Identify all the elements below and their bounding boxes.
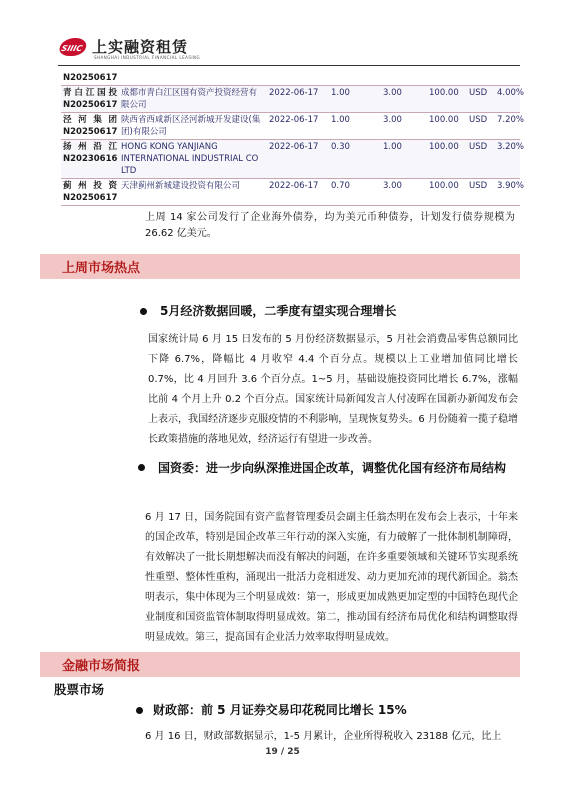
price-cell: 100.00 <box>429 115 459 125</box>
table-row <box>61 140 520 179</box>
bond-code-suffix: N20250617 <box>63 73 118 83</box>
price-cell <box>427 71 467 86</box>
section-bar-financial-brief <box>40 652 520 677</box>
section-title: 金融市场简报 <box>62 659 141 674</box>
term-cell: 3.00 <box>383 181 402 191</box>
term-cell: 3.00 <box>383 88 402 98</box>
header-divider <box>58 65 520 66</box>
bond-name: 泾 河 集 团 <box>63 115 117 125</box>
term-cell: 1.00 <box>383 142 402 152</box>
bond-code-cell <box>61 113 119 140</box>
currency-cell: USD <box>469 181 488 191</box>
amount-cell: 0.30 <box>331 142 350 152</box>
table-row <box>61 113 520 140</box>
company-logo-icon: SIIIC <box>58 38 89 56</box>
issuer-cell: 天津蓟州新城建设投资有限公司 <box>121 181 241 191</box>
table-row <box>61 86 520 113</box>
bond-code-cell <box>61 179 119 206</box>
bond-name: 蓟 州 投 资 <box>63 181 117 191</box>
section-title: 上周市场热点 <box>62 261 141 276</box>
issue-date-cell: 2022-06-17 <box>269 115 319 125</box>
issuer-cell: HONG KONG YANJIANG INTERNATIONAL INDUSTRIAL CO LTD <box>121 142 259 176</box>
subsection-title: 股票市场 <box>54 682 105 697</box>
currency-cell: USD <box>469 88 488 98</box>
price-cell: 100.00 <box>429 142 459 152</box>
bond-summary-text: 上周 14 家公司发行了企业海外债券，均为美元币种债券，计划发行债券规模为 26.62 亿美元。 <box>145 212 515 239</box>
issuer-cell: 陕西省西咸新区泾河新城开发建设(集团)有限公司 <box>121 115 261 137</box>
issue-date-cell <box>267 71 329 86</box>
bond-code-suffix: N20250617 <box>63 127 118 137</box>
bond-name: 青 白 江 国 投 <box>63 88 117 98</box>
currency-cell: USD <box>469 115 488 125</box>
issue-date-cell: 2022-06-17 <box>269 181 319 191</box>
bullet-icon <box>136 707 143 714</box>
amount-cell <box>329 71 381 86</box>
issuer-cell <box>119 71 267 86</box>
page-header <box>60 34 520 64</box>
bullet-icon <box>138 464 145 471</box>
bond-issuance-table <box>61 71 525 206</box>
company-name-cn: 上实融资租赁 <box>92 38 189 56</box>
amount-cell: 1.00 <box>331 88 350 98</box>
page-number: 19 / 25 <box>265 747 300 757</box>
news-heading: 国资委：进一步向纵深推进国企改革，调整优化国有经济布局结构 <box>158 461 507 475</box>
company-name-en: SHANGHAI INDUSTRIAL FINANCIAL LEASING <box>94 55 201 60</box>
bond-code-cell <box>61 71 119 86</box>
price-cell: 100.00 <box>429 181 459 191</box>
issue-date-cell: 2022-06-17 <box>269 142 319 152</box>
news-body: 6 月 17 日，国务院国有资产监督管理委员会副主任翁杰明在发布会上表示，十年来的国企改革，特别是国企改革三年行动的深入实施，有力破解了一批体制机制障碍，有效解决了一批长期想解决而没有解决的问题，在许多重要领域和关键环节实现系统性重塑、整体性重构，涌现出一批活力竞相迸发、动力更加充沛的现代新国企。翁杰明表示，集中体现为三个明显成效：第一，形成更加成熟更加定型的中国特色现代企业制度和国资监管体制取得明显成效。第二，推动国有经济布局优化和结构调整取得明显成效。第三，提高国有企业活力效率取得明显成效。 <box>145 512 518 643</box>
amount-cell: 0.70 <box>331 181 350 191</box>
table-row <box>61 179 520 206</box>
bond-code-suffix: N20250617 <box>63 100 118 110</box>
bond-name: 扬 州 沿 江 <box>63 142 117 152</box>
coupon-rate-cell: 4.00% <box>497 88 525 98</box>
issue-date-cell: 2022-06-17 <box>269 88 319 98</box>
news-body: 国家统计局 6 月 15 日发布的 5 月份经济数据显示，5 月社会消费品零售总额同比下降 6.7%，降幅比 4 月收窄 4.4 个百分点。规模以上工业增加值同比增长 0.7%，比 4 月回升 3.6 个百分点。1~5 月，基础设施投资同比增长 6.7%，涨幅比前 4 个月上升 0.2 个百分点。国家统计局新闻发言人付凌晖在国新办新闻发布会上表示，我国经济逐步克服疫情的不利影响，呈现恢复势头。6 月份随着一揽子稳增长政策措施的落地见效，经济运行有望进一步改善。 <box>148 334 518 445</box>
issuer-cell: 成都市青白江区国有资产投资经营有限公司 <box>121 88 258 110</box>
bond-code-suffix: N20250617 <box>63 193 118 203</box>
news-body: 6 月 16 日，财政部数据显示，1-5 月累计，企业所得税收入 23188 亿元，比上 <box>145 731 502 742</box>
bond-code-cell <box>61 86 119 113</box>
table-row <box>61 71 520 86</box>
coupon-rate-cell <box>495 71 520 86</box>
price-cell: 100.00 <box>429 88 459 98</box>
bond-code-cell <box>61 140 119 179</box>
term-cell <box>381 71 427 86</box>
news-heading: 财政部：前 5 月证券交易印花税同比增长 15% <box>153 703 407 717</box>
term-cell: 3.00 <box>383 115 402 125</box>
coupon-rate-cell: 3.20% <box>497 142 525 152</box>
currency-cell: USD <box>469 142 488 152</box>
bullet-icon <box>140 308 147 315</box>
news-heading: 5月经济数据回暖，二季度有望实现合理增长 <box>160 304 397 318</box>
bond-code-suffix: N20230616 <box>63 154 118 164</box>
coupon-rate-cell: 7.20% <box>497 115 525 125</box>
section-bar-market-hotspots <box>40 254 520 279</box>
amount-cell: 1.00 <box>331 115 350 125</box>
currency-cell <box>467 71 495 86</box>
coupon-rate-cell: 3.90% <box>497 181 525 191</box>
